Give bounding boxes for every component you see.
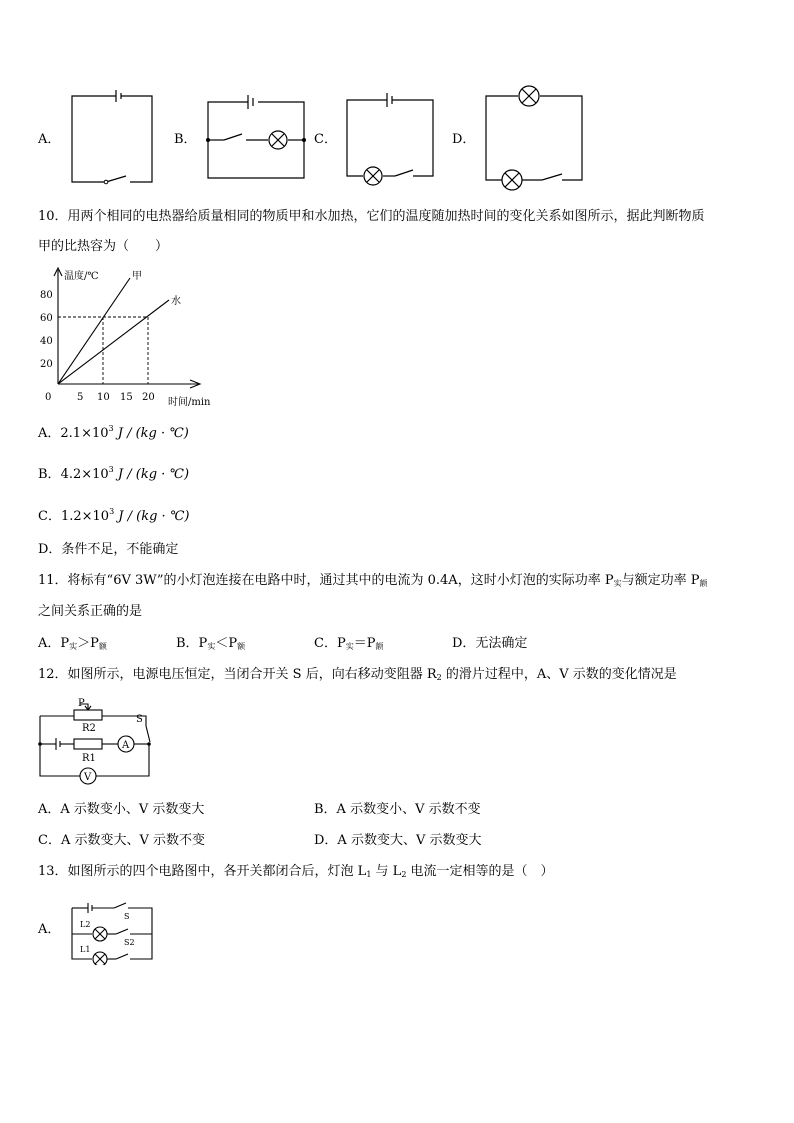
series-jia-line <box>58 278 130 384</box>
q9-circuit-c <box>341 90 439 188</box>
label-s2: S2 <box>124 938 135 947</box>
x-tick-20: 20 <box>142 392 155 403</box>
q9-option-a-label: A． <box>38 132 61 147</box>
x-tick-10: 10 <box>97 392 110 403</box>
y-tick-20: 20 <box>40 359 53 370</box>
series-water-line <box>58 300 169 384</box>
y-tick-60: 60 <box>40 313 53 324</box>
label-s: S <box>124 912 130 921</box>
q9-circuit-b <box>202 90 310 184</box>
q9-option-b-label: B． <box>174 132 197 147</box>
q13-stem-line1: 13．如图所示的四个电路图中，各开关都闭合后，灯泡 $L_1$ 与 $L_2$ 电流一定相等的是（ ） <box>38 864 554 879</box>
label-v: V <box>84 772 92 783</box>
x-tick-0: 0 <box>45 392 52 403</box>
label-r2: R2 <box>82 723 96 734</box>
q12-option-b[interactable]: B．A 示数变小、V 示数不变 <box>314 802 481 817</box>
q13-option-a-label: A． <box>38 922 61 937</box>
q11-option-a[interactable]: A．$P_实>P_额$ <box>38 636 107 651</box>
q12-option-a[interactable]: A．A 示数变小、V 示数变大 <box>38 802 205 817</box>
q12-stem-line1: 12．如图所示，电源电压恒定，当闭合开关 S 后，向右移动变阻器 $R_2$ 的滑片过程中，A、V 示数的变化情况是 <box>38 667 677 682</box>
q13-circuit-a <box>68 899 158 965</box>
q10-temperature-graph <box>34 264 234 412</box>
x-tick-5: 5 <box>77 392 84 403</box>
label-l1: L1 <box>80 945 91 954</box>
y-tick-80: 80 <box>40 290 53 301</box>
y-axis-label: 温度/℃ <box>64 271 99 282</box>
q9-circuit-a <box>66 86 158 186</box>
q11-option-c[interactable]: C．$P_实=P_额$ <box>314 636 384 651</box>
q10-stem-line1: 10．用两个相同的电热器给质量相同的物质甲和水加热，它们的温度随加热时间的变化关系如图所示，据此判断物质 <box>38 209 705 224</box>
q10-option-c[interactable]: C．$1.2\times 10^3$ J / (kg · ℃) <box>38 507 190 524</box>
q11-stem-line1: 11．将标有“6V 3W”的小灯泡连接在电路中时，通过其中的电流为 0.4A，这时小灯泡的实际功率 $P_实$与额定功率 $P_额$ <box>38 573 708 588</box>
q11-option-d[interactable]: D．无法确定 <box>452 636 528 651</box>
q12-option-c[interactable]: C．A 示数变大、V 示数不变 <box>38 833 205 848</box>
series-water-label: 水 <box>171 296 181 307</box>
label-r1: R1 <box>82 753 96 764</box>
q10-option-b[interactable]: B．$4.2\times 10^3$ J / (kg · ℃) <box>38 465 190 482</box>
label-p: P <box>78 698 85 709</box>
q11-stem-line2: 之间关系正确的是 <box>38 604 143 619</box>
q10-stem-line2: 甲的比热容为（ ） <box>38 239 169 254</box>
q11-option-b[interactable]: B．$P_实<P_额$ <box>176 636 246 651</box>
label-l2: L2 <box>80 920 91 929</box>
y-tick-40: 40 <box>40 336 53 347</box>
label-a: A <box>122 740 130 751</box>
label-s: S <box>136 714 143 725</box>
q10-option-a[interactable]: A．$2.1\times 10^3$ J / (kg · ℃) <box>38 424 189 441</box>
x-axis-label: 时间/min <box>168 397 211 408</box>
q12-circuit <box>36 696 156 788</box>
q10-option-d[interactable]: D．条件不足，不能确定 <box>38 542 179 557</box>
q9-option-c-label: C． <box>314 132 337 147</box>
x-tick-15: 15 <box>120 392 133 403</box>
q9-circuit-d <box>478 80 588 192</box>
q12-option-d[interactable]: D．A 示数变大、V 示数变大 <box>314 833 482 848</box>
series-jia-label: 甲 <box>132 271 142 282</box>
q9-option-d-label: D． <box>452 132 476 147</box>
